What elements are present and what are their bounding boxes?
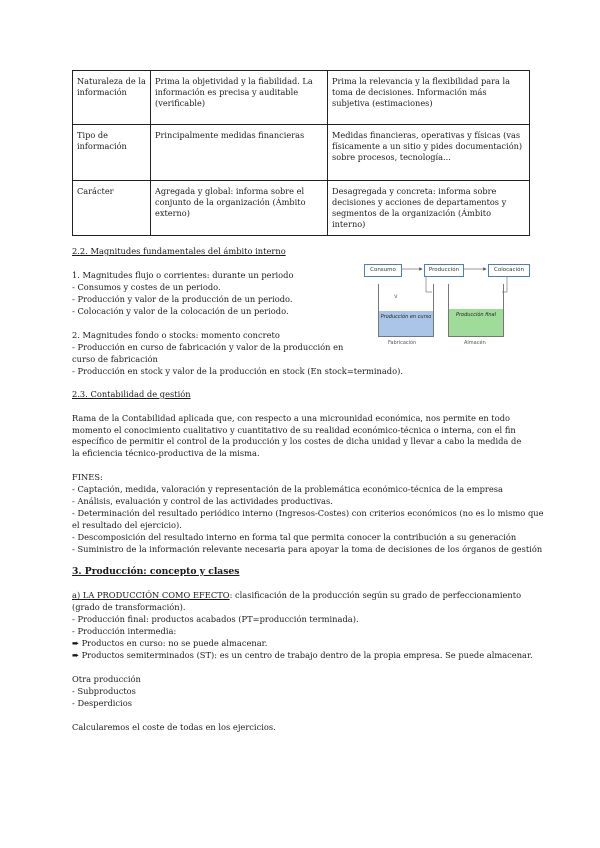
text-line: - Subproductos — [72, 686, 136, 696]
bullet-item — [72, 638, 267, 650]
svg-text:v: v — [394, 293, 398, 300]
list-item: - Descomposición del resultado interno en forma tal que permita conocer la contribución a su generación — [72, 532, 517, 542]
text-line: - Colocación y valor de la colocación de un periodo. — [72, 306, 289, 316]
definition-paragraph: Rama de la Contabilidad aplicada que, con respecto a una microunidad económica, nos permite en todo momento el conocimiento cualitativo y cuantitativo de su realidad económico-técnica o interna, con el fin específico de permitir el control de la producción y los costes de dicha unidad y llevar a cabo la medida de la eficiencia técnico-productiva de la misma. — [72, 413, 522, 458]
cell-financial: Agregada y global: informa sobre el conjunto de la organización (Ámbito externo) — [151, 181, 328, 236]
list-item: - Determinación del resultado periódico interno (Ingresos-Costes) con criterios económicos (no es lo mismo que — [72, 508, 544, 518]
text-line: Otra producción — [72, 674, 141, 684]
cell-management: Medidas financieras, operativas y físicas (vas físicamente a un sitio y pides documentación) sobre procesos, tecnología... — [328, 125, 530, 181]
text-line: - Consumos y costes de un periodo. — [72, 282, 221, 292]
list-item: el resultado del ejercicio). — [72, 520, 182, 530]
bullet-text: Productos en curso: no se puede almacenar. — [81, 638, 268, 648]
cell-management: Prima la relevancia y la flexibilidad para la toma de decisiones. Información más subjetiva (estimaciones) — [328, 71, 530, 125]
table-row — [73, 71, 530, 125]
efecto-line — [72, 590, 521, 602]
production-flow-diagram — [362, 262, 532, 352]
text-line: (grado de transformación). — [72, 602, 186, 612]
bullet-text: Productos semiterminados (ST): es un centro de trabajo dentro de la propia empresa. Se puede almacenar. — [81, 650, 533, 660]
text-line: - Producción en curso de fabricación y valor de la producción en — [72, 342, 344, 352]
cell-financial: Prima la objetividad y la fiabilidad. La información es precisa y auditable (verificable) — [151, 71, 328, 125]
tank-final — [448, 284, 504, 337]
text-line: - Desperdicios — [72, 698, 132, 708]
list-item: - Suministro de la información relevante necesaria para apoyar la toma de decisiones de los órganos de gestión — [72, 544, 543, 554]
section-heading-2-3: 2.3. Contabilidad de gestión — [72, 389, 191, 399]
bullet-item — [72, 650, 533, 662]
row-label: Naturaleza de la información — [73, 71, 151, 125]
section-heading-2-2: 2.2. Magnitudes fundamentales del ámbito interno — [72, 246, 286, 256]
label-consumo: Consumo — [364, 264, 402, 277]
caption-almacen: Almacén — [464, 340, 486, 346]
tank-en-curso — [378, 284, 434, 337]
text-line: - Producción intermedia: — [72, 626, 177, 636]
text-line: 2. Magnitudes fondo o stocks: momento concreto — [72, 330, 280, 340]
text-line: curso de fabricación — [72, 354, 158, 364]
text-line: - Producción en stock y valor de la producción en stock (En stock=terminado). — [72, 366, 403, 376]
fines-title: FINES: — [72, 472, 103, 482]
table-row — [73, 125, 530, 181]
list-item: - Análisis, evaluación y control de las actividades productivas. — [72, 496, 333, 506]
tank-final-label: Producción final — [449, 309, 503, 336]
caption-fabricacion: Fabricación — [388, 340, 417, 346]
efecto-label: a) LA PRODUCCIÓN COMO EFECTO — [72, 590, 230, 600]
closing-line: Calcularemos el coste de todas en los ejercicios. — [72, 722, 276, 732]
label-produccion: Producción — [424, 264, 464, 277]
arrow-bullet-icon: ➨ — [72, 650, 82, 660]
row-label: Carácter — [73, 181, 151, 236]
text-line: - Producción y valor de la producción de un periodo. — [72, 294, 293, 304]
tank-en-curso-label: Producción en curso — [379, 311, 433, 336]
label-colocacion: Colocación — [488, 264, 530, 277]
cell-management: Desagregada y concreta: informa sobre decisiones y acciones de departamentos y segmentos de la organización (Ámbito interno) — [328, 181, 530, 236]
row-label: Tipo de información — [73, 125, 151, 181]
list-item: - Captación, medida, valoración y representación de la problemática económico-técnica de la empresa — [72, 484, 503, 494]
arrow-bullet-icon: ➨ — [72, 638, 82, 648]
table-row — [73, 181, 530, 236]
efecto-text: : clasificación de la producción según su grado de perfeccionamiento — [229, 590, 522, 600]
text-line: - Producción final: productos acabados (PT=producción terminada). — [72, 614, 359, 624]
comparison-table — [72, 70, 530, 236]
cell-financial: Principalmente medidas financieras — [151, 125, 328, 181]
text-line: 1. Magnitudes flujo o corrientes: durante un periodo — [72, 270, 294, 280]
section-heading-3: 3. Producción: concepto y clases — [72, 566, 240, 577]
